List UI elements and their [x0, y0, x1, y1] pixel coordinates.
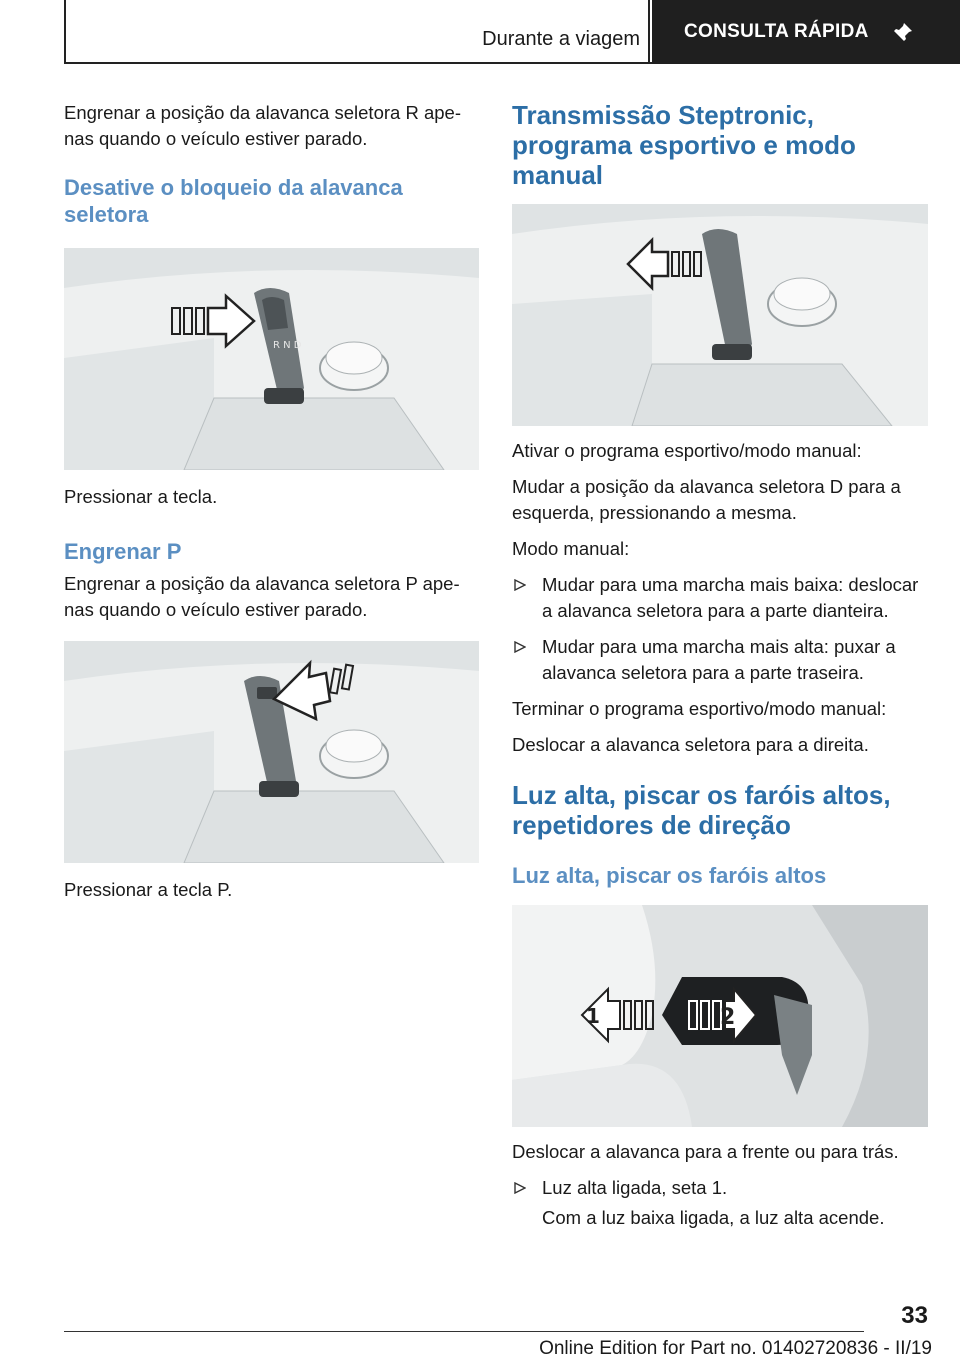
triangle-right-icon	[514, 1182, 526, 1194]
list-item-text: Mudar para uma marcha mais alta: puxar a alavanca seletora para a parte traseira.	[542, 636, 896, 683]
illustration-park-button	[64, 641, 479, 863]
heading-lights: Luz alta, piscar os faróis altos, repetidores de direção	[512, 780, 891, 840]
paragraph-end-sport: Terminar o programa esportivo/modo manual:	[512, 698, 887, 719]
list-item	[512, 572, 928, 624]
footer-edition: Online Edition for Part no. 01402720836 - II/19	[539, 1338, 932, 1359]
manual-mode-list	[512, 572, 928, 686]
paragraph-lever-direction: Deslocar a alavanca para a frente ou para trás.	[512, 1141, 899, 1162]
caption-press-p: Pressionar a tecla P.	[64, 879, 233, 900]
header-bottom-rule	[64, 62, 652, 64]
high-beam-list	[512, 1175, 928, 1201]
paragraph-engage-r: Engrenar a posição da alavanca seletora R ape-nas quando o veículo estiver parado.	[64, 102, 461, 149]
paragraph-activate-sport: Ativar o programa esportivo/modo manual:	[512, 440, 862, 461]
list-item-text: Mudar para uma marcha mais baixa: deslocar a alavanca seletora para a parte dianteira.	[542, 574, 919, 621]
quick-reference-label: CONSULTA RÁPIDA	[684, 21, 869, 42]
left-column	[64, 100, 479, 913]
header-left-rule	[64, 0, 66, 64]
quick-reference-tab[interactable]	[652, 0, 960, 64]
triangle-right-icon	[514, 579, 526, 591]
right-column	[512, 100, 928, 1231]
header-mid-rule	[648, 0, 650, 64]
paragraph-high-beam-note: Com a luz baixa ligada, a luz alta acende.	[542, 1207, 885, 1228]
list-item	[512, 1175, 928, 1201]
footer-rule	[64, 1331, 864, 1332]
heading-engage-p: Engrenar P	[64, 539, 182, 564]
pin-icon	[891, 20, 915, 44]
illustration-unlock-lever	[64, 248, 479, 470]
label-arrow-2: 2	[720, 1005, 736, 1030]
heading-steptronic: Transmissão Steptronic, programa esportivo e modo manual	[512, 100, 856, 190]
illustration-high-beam-lever	[512, 905, 928, 1127]
gear-letters: R N D	[273, 340, 302, 351]
list-item	[512, 634, 928, 686]
caption-press-button: Pressionar a tecla.	[64, 486, 218, 507]
paragraph-manual-mode: Modo manual:	[512, 538, 630, 559]
paragraph-engage-p: Engrenar a posição da alavanca seletora P ape-nas quando o veículo estiver parado.	[64, 573, 460, 620]
label-arrow-1: 1	[586, 1004, 600, 1028]
heading-high-beam: Luz alta, piscar os faróis altos	[512, 863, 827, 888]
paragraph-move-right: Deslocar a alavanca seletora para a direita.	[512, 734, 869, 755]
page-number: 33	[901, 1302, 928, 1329]
section-tab[interactable]: Durante a viagem	[482, 28, 640, 50]
heading-unlock-lever: Desative o bloqueio da alavanca seletora	[64, 175, 403, 227]
illustration-sport-mode	[512, 204, 928, 426]
list-item-text: Luz alta ligada, seta 1.	[542, 1177, 728, 1198]
paragraph-move-left: Mudar a posição da alavanca seletora D para a esquerda, pressionando a mesma.	[512, 476, 901, 523]
triangle-right-icon	[514, 641, 526, 653]
